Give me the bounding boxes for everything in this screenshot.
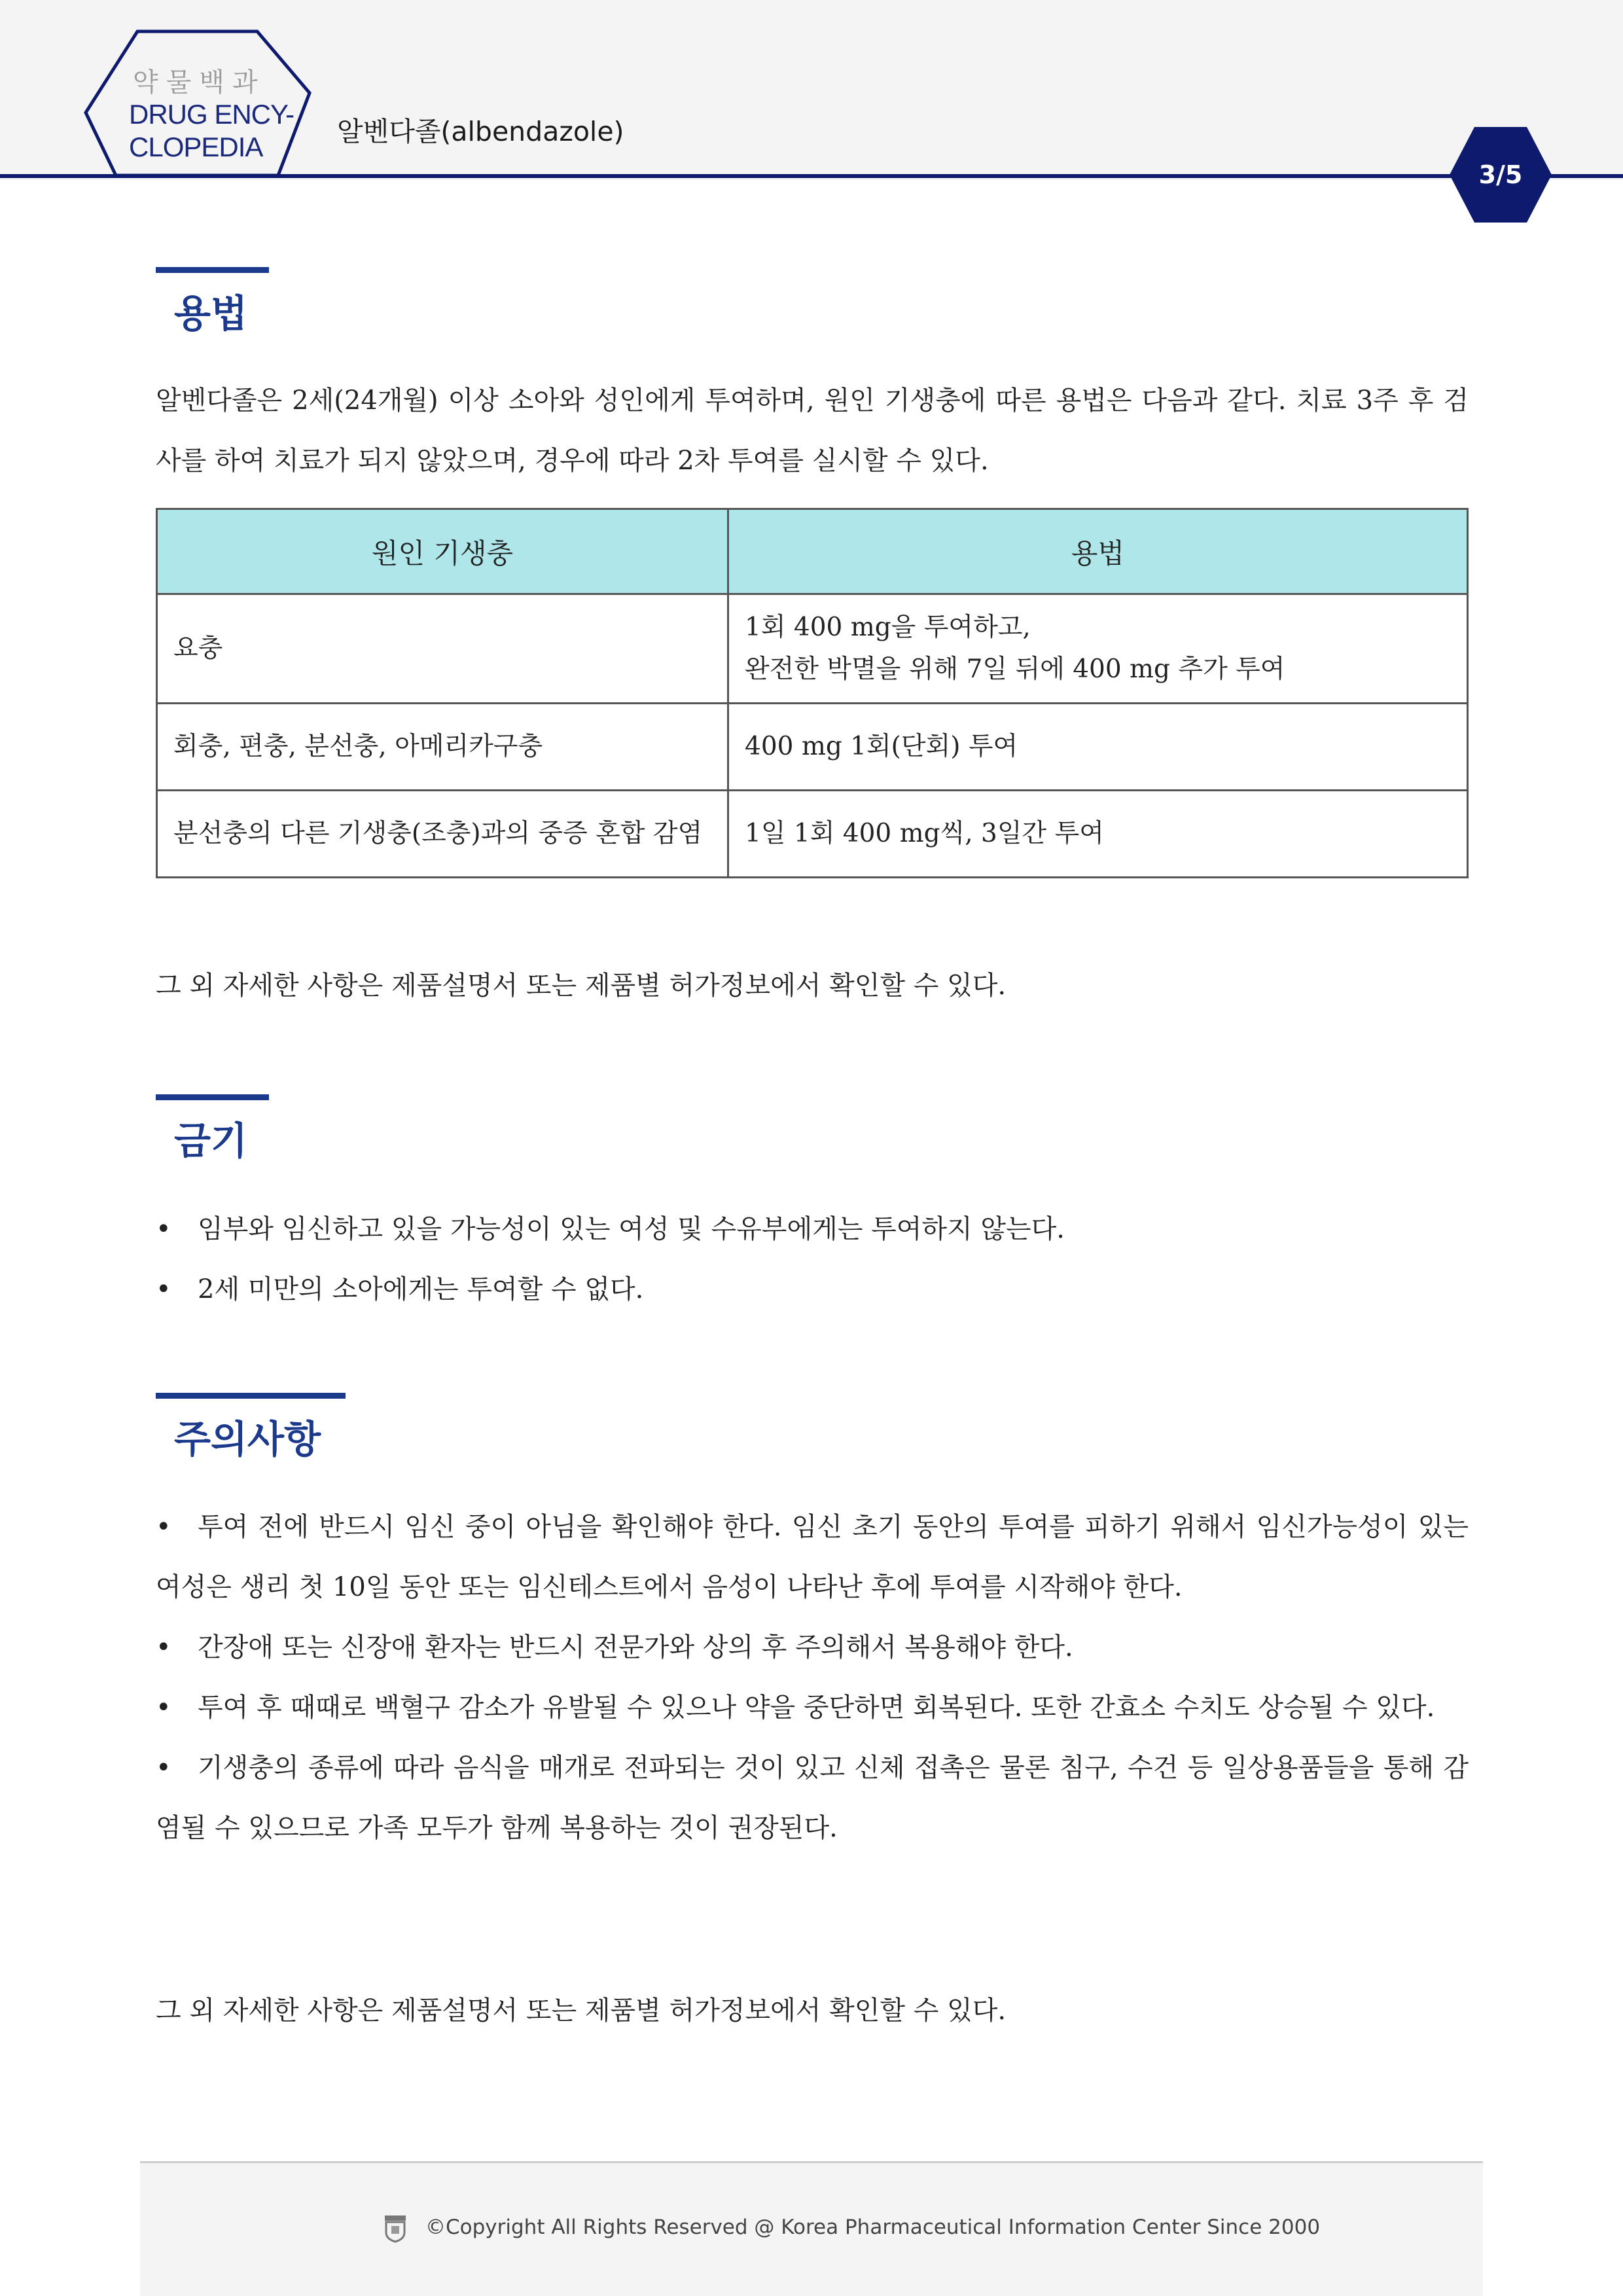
logo-english-line1: DRUG ENCY- (129, 99, 294, 130)
list-item-text: 간장애 또는 신장애 환자는 반드시 전문가와 상의 후 주의해서 복용해야 한다. (198, 1632, 1073, 1662)
list-item-text: 투여 전에 반드시 임신 중이 아님을 확인해야 한다. 임신 초기 동안의 투여를 피하기 위해서 임신가능성이 있는 여성은 생리 첫 10일 동안 또는 임신테스트에서 음성이 나타난 후에 투여를 시작해야 한다. (156, 1512, 1469, 1602)
contraindication-section-bar (156, 1094, 269, 1100)
table-header-row (157, 509, 1468, 594)
list-item-text: 2세 미만의 소아에게는 투여할 수 없다. (198, 1274, 644, 1304)
caution-section-title: 주의사항 (174, 1417, 321, 1462)
caution-section-bar (156, 1393, 346, 1399)
table-row (157, 594, 1468, 704)
list-item (156, 1259, 1469, 1319)
list-item (156, 1677, 1469, 1738)
dosage-table (156, 508, 1469, 878)
table-cell-dosage: 400 mg 1회(단회) 투여 (728, 704, 1468, 791)
table-header-parasite: 원인 기생충 (157, 509, 728, 594)
dosage-intro: 알벤다졸은 2세(24개월) 이상 소아와 성인에게 투여하며, 원인 기생충에 따른 용법은 다음과 같다. 치료 3주 후 검사를 하여 치료가 되지 않았으며, 경우에 따라 2차 투여를 실시할 수 있다. (156, 386, 1469, 476)
dosage-line: 1회 400 mg을 투여하고, (745, 613, 1031, 642)
table-header-dosage: 용법 (728, 509, 1468, 594)
bullet-icon: • (156, 1214, 171, 1244)
contraindication-section-title: 금기 (174, 1119, 248, 1163)
bullet-icon: • (156, 1632, 171, 1662)
kpic-emblem-icon (383, 2214, 407, 2243)
page-number-badge (1448, 126, 1553, 224)
list-item (156, 1617, 1469, 1677)
dosage-note: 그 외 자세한 사항은 제품설명서 또는 제품별 허가정보에서 확인할 수 있다. (156, 971, 1007, 1001)
bullet-icon: • (156, 1274, 171, 1304)
table-row (157, 704, 1468, 791)
dosage-section-bar (156, 267, 269, 273)
table-cell-dosage: 1일 1회 400 mg씩, 3일간 투여 (728, 791, 1468, 878)
list-item-text: 투여 후 때때로 백혈구 감소가 유발될 수 있으나 약을 중단하면 회복된다. 또한 간효소 수치도 상승될 수 있다. (198, 1693, 1435, 1723)
document-title: 알벤다졸(albendazole) (337, 116, 624, 147)
bullet-icon: • (156, 1512, 171, 1542)
bullet-icon: • (156, 1693, 171, 1723)
table-cell-dosage (728, 594, 1468, 704)
bullet-icon: • (156, 1753, 171, 1783)
table-cell-parasite: 분선충의 다른 기생충(조충)과의 중증 혼합 감염 (157, 791, 728, 878)
logo-english-line2: CLOPEDIA (129, 132, 263, 162)
contraindication-list (156, 1199, 1469, 1319)
dosage-line: 완전한 박멸을 위해 7일 뒤에 400 mg 추가 투여 (745, 655, 1285, 684)
logo-korean-text: 약물백과 (133, 67, 266, 98)
copyright-text: ©Copyright All Rights Reserved @ Korea Pharmaceutical Information Center Since 2000 (425, 2215, 1321, 2239)
dosage-section-title: 용법 (174, 291, 248, 336)
page-number: 3/5 (1478, 160, 1523, 189)
list-item (156, 1199, 1469, 1259)
table-cell-parasite: 회충, 편충, 분선충, 아메리카구충 (157, 704, 728, 791)
list-item (156, 1497, 1469, 1617)
list-item (156, 1738, 1469, 1858)
header-divider (0, 174, 1623, 178)
list-item-text: 기생충의 종류에 따라 음식을 매개로 전파되는 것이 있고 신체 접촉은 물론 침구, 수건 등 일상용품들을 통해 감염될 수 있으므로 가족 모두가 함께 복용하는 것이 권장된다. (156, 1753, 1469, 1843)
drug-encyclopedia-logo (82, 27, 314, 179)
table-row (157, 791, 1468, 878)
list-item-text: 임부와 임신하고 있을 가능성이 있는 여성 및 수유부에게는 투여하지 않는다. (198, 1214, 1065, 1244)
logo-english-text (129, 98, 294, 164)
caution-note: 그 외 자세한 사항은 제품설명서 또는 제품별 허가정보에서 확인할 수 있다. (156, 1996, 1007, 2026)
table-cell-parasite: 요충 (157, 594, 728, 704)
caution-list (156, 1497, 1469, 1858)
